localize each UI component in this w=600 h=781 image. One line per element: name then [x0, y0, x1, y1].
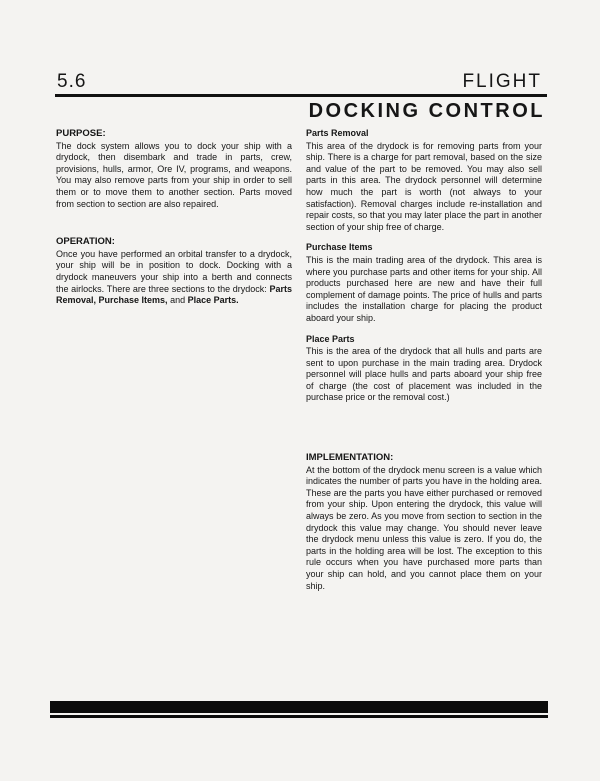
- place-parts-text: This is the area of the drydock that all hulls and parts are sent to upon purchase in the main trading area. Drydock personnel will place hulls and parts aboard your ship free of charge (the cost of placement was included in the purchase price or the removal cost.): [306, 346, 542, 403]
- section-name: FLIGHT: [462, 71, 542, 92]
- purpose-text: The dock system allows you to dock your ship with a drydock, then disembark and trade in parts, crew, provisions, hulls, armor, Ore IV, programs, and weapons. You may also remove parts from your ship in order to sell them or to move them to another section. Parts moved from section to section are also repaired.: [56, 140, 292, 209]
- purpose-heading: PURPOSE:: [56, 128, 106, 139]
- spacer: [306, 404, 542, 452]
- spacer: [306, 233, 542, 242]
- footer-rule-thin: [50, 715, 548, 718]
- implementation-heading: IMPLEMENTATION:: [306, 452, 394, 464]
- place-parts-heading: Place Parts: [306, 333, 355, 344]
- header-rule: [55, 94, 547, 97]
- operation-paragraph: [56, 249, 292, 307]
- footer-rule: [50, 701, 548, 713]
- operation-sections: Parts Removal, Purchase Items,: [56, 283, 292, 306]
- purchase-items-text: This is the main trading area of the drydock. This area is where you purchase parts and other items for your ship. All products purchased here are new and have their full complement of damage points. The price of hulls and parts includes the installation charge for placing the product aboard your ship.: [306, 254, 542, 323]
- operation-text: Once you have performed an orbital transfer to a drydock, your ship will be in position to dock. Docking with a drydock maneuvers your ship into a berth and connects the airlocks. There are three sections to the drydock:: [56, 248, 292, 294]
- page-number: 5.6: [57, 71, 87, 92]
- operation-and: and: [170, 295, 186, 306]
- right-column: [306, 128, 542, 592]
- page-title: DOCKING CONTROL: [308, 100, 545, 122]
- implementation-text: At the bottom of the drydock menu screen is a value which indicates the number of parts you have in the holding area. These are the parts you have either purchased or removed from your ship. Upon entering the drydock, this value will always be zero. As you move from section to section in the drydock this value may change. You should never leave the drydock menu unless this value is zero. If you do, the parts in the holding area will be lost. The exception to this rule occurs when you have purchased more parts than your ship can hold, and you cannot place them on your ship.: [306, 464, 542, 591]
- parts-removal-heading: Parts Removal: [306, 128, 369, 138]
- spacer: [56, 210, 292, 236]
- left-column: [56, 128, 292, 307]
- operation-heading: OPERATION:: [56, 236, 115, 248]
- parts-removal-text: This area of the drydock is for removing parts from your ship. There is a charge for part removal, based on the size and value of the part to be removed. You may also sell parts in this area. The drydock personnel will determine how much the part is worth (not always to your satisfaction). Removal charges include re-installation and repair costs, so that you may later place the part in another section of your ship free of charge.: [306, 140, 542, 232]
- operation-last: Place Parts.: [187, 295, 239, 306]
- spacer: [306, 325, 542, 334]
- purchase-items-heading: Purchase Items: [306, 242, 373, 253]
